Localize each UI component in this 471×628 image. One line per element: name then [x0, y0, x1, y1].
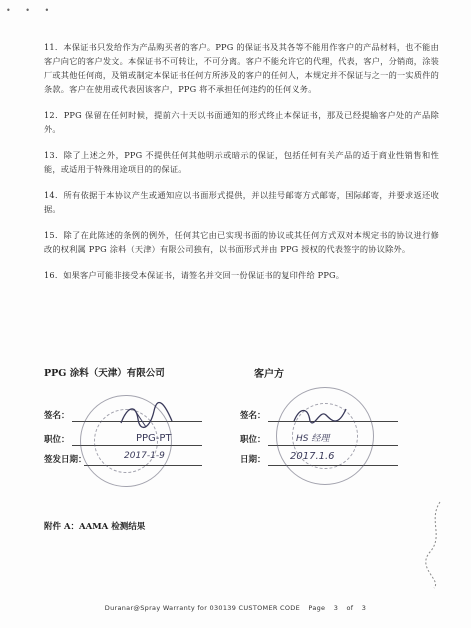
footer-page-label: Page — [308, 604, 326, 612]
company-date-value: 2017-1-9 — [124, 451, 165, 461]
company-signature-label: 签名： — [44, 411, 70, 421]
customer-handwritten-signature — [290, 401, 350, 431]
clause-13: 13．除了上述之外，PPG 不提供任何其他明示或暗示的保证，包括任何有关产品的适于商业性销售和性能，或适用于特殊用途项目的的保证。 — [44, 150, 439, 174]
footer-page-of: of — [346, 604, 354, 612]
attachment-note: 附件 A：AAMA 检测结果 — [44, 522, 146, 532]
company-title: PPG 涂料（天津）有限公司 — [44, 368, 165, 379]
clause-14: 14．所有依据于本协议产生或通知应以书面形式提供，并以挂号邮寄方式邮寄，国际邮寄，并要求返还收据。 — [44, 190, 439, 214]
company-title-label: 职位： — [44, 435, 70, 445]
customer-date-label: 日期： — [240, 455, 266, 465]
customer-title: 客户方 — [254, 369, 284, 380]
footer-page-total: 3 — [361, 604, 367, 612]
margin-scribble — [420, 500, 450, 590]
clause-15: 15．除了在此陈述的条例的例外，任何其它由已实现书面的协议或其任何方式双对本规定书的协议进行修改的权利属 PPG 涂料（天津）有限公司独有，以书面形式并由 PPG 授权的代表签字的协议除外。 — [44, 230, 439, 254]
clause-list — [44, 40, 439, 294]
footer-document-code: Duranar@Spray Warranty for 030139 CUSTOMER CODE — [104, 604, 301, 612]
clause-11: 11．本保证书只发给作为产品购买者的客户。PPG 的保证书及其各等不能用作客户的产品材料，也不能由客户向它的客户发文。本保证书不可转让，不可分离。客户不能允许它的代理，代表，客户，分销商，涂装厂或其他任何商，及销或制定本保证书任何方所涉及的客户的任何人，本规定并不保证与之一的一实质件的条款。客户在使用或代表因该客户，PPG 将不承担任何违约的任何义务。 — [44, 42, 439, 94]
company-title-value: PPG-PT — [136, 433, 172, 444]
corner-mark: • • • — [6, 6, 56, 15]
customer-title-value: HS 经理 — [296, 434, 330, 444]
clause-12: 12．PPG 保留在任何时候，提前六十天以书面通知的形式终止本保证书，那及已经提输客户处的产品除外。 — [44, 110, 439, 134]
company-date-label: 签发日期： — [44, 455, 87, 465]
customer-title-label: 职位： — [240, 435, 266, 445]
customer-signature-label: 签名： — [240, 411, 266, 421]
clause-16: 16．如果客户可能非接受本保证书，请签名并交回一份保证书的复印件给 PPG。 — [44, 270, 345, 280]
company-handwritten-signature — [116, 401, 176, 431]
customer-date-value: 2017.1.6 — [290, 451, 335, 462]
page-footer — [0, 604, 471, 612]
footer-page-number: 3 — [333, 604, 339, 612]
